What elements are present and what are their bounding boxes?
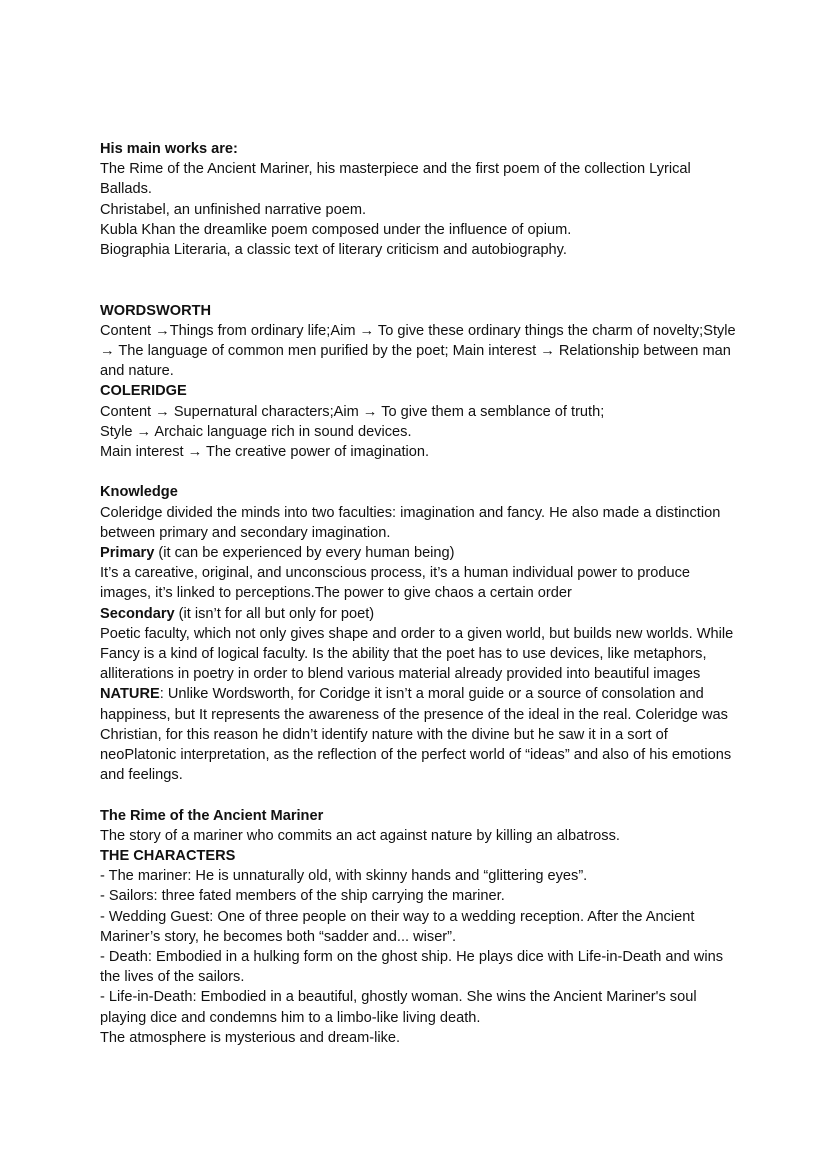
rime-heading: The Rime of the Ancient Mariner (100, 807, 324, 824)
coleridge-line: Main interest → The creative power of imagination. (100, 444, 430, 461)
character-item: - Sailors: three fated members of the ship carrying the mariner. (100, 888, 505, 905)
document-page (100, 139, 740, 1048)
character-item: - Death: Embodied in a hulking form on the ghost ship. He plays dice with Life-in-Death and wins the lives of the sailors. (100, 949, 723, 986)
wordsworth-heading: WORDSWORTH (100, 302, 212, 319)
secondary-note: (it isn’t for all but only for poet) (174, 605, 375, 622)
knowledge-heading: Knowledge (100, 484, 178, 501)
characters-heading: THE CHARACTERS (100, 848, 236, 865)
nature-text: : Unlike Wordsworth, for Coridge it isn’t a moral guide or a source of consolation and happiness, but It represents the awareness of the presence of the ideal in the real. Coleridge was Christian, for this reason he didn’t identify nature with the divine but he saw it in a sort of neoPlatonic interpretation, as the reflection of the perfect world of “ideas” and also of his emotions and feelings. (100, 686, 732, 784)
work-item: The Rime of the Ancient Mariner, his masterpiece and the first poem of the collection Lyrical Ballads. (100, 161, 691, 198)
coleridge-line: Style → Archaic language rich in sound devices. (100, 423, 412, 440)
secondary-label: Secondary (100, 605, 175, 622)
nature-label: NATURE (100, 686, 160, 703)
works-heading: His main works are: (100, 141, 238, 157)
secondary-text: Poetic faculty, which not only gives shape and order to a given world, but builds new worlds. While Fancy is a kind of logical faculty. Is the ability that the poet has to use devices, like metaphors, alliterations in poetry in order to blend various material already provided into beautiful images (100, 625, 734, 683)
rime-summary: The story of a mariner who commits an act against nature by killing an albatross. (100, 827, 620, 844)
primary-text: It’s a careative, original, and unconscious process, it’s a human individual power to produce images, it’s linked to perceptions.The power to give chaos a certain order (100, 565, 691, 602)
spacer (100, 260, 740, 300)
coleridge-line: Content → Supernatural characters;Aim → To give them a semblance of truth; (100, 403, 605, 420)
spacer (100, 462, 740, 482)
work-item: Kubla Khan the dreamlike poem composed under the influence of opium. (100, 221, 572, 238)
knowledge-intro: Coleridge divided the minds into two faculties: imagination and fancy. He also made a distinction between primary and secondary imagination. (100, 504, 721, 541)
primary-label: Primary (100, 545, 155, 562)
character-item: - The mariner: He is unnaturally old, with skinny hands and “glittering eyes”. (100, 868, 588, 885)
primary-heading (100, 543, 740, 563)
character-item: - Wedding Guest: One of three people on their way to a wedding reception. After the Ancient Mariner’s story, he becomes both “sadder and... wiser”. (100, 908, 695, 945)
coleridge-heading: COLERIDGE (100, 383, 187, 400)
nature-paragraph (100, 684, 740, 785)
wordsworth-text: Content →Things from ordinary life;Aim → To give these ordinary things the charm of novelty;Style → The language of common men purified by the poet; Main interest → Relationship between man and nature. (100, 322, 736, 380)
work-item: Biographia Literaria, a classic text of literary criticism and autobiography. (100, 242, 567, 259)
character-item: - Life-in-Death: Embodied in a beautiful, ghostly woman. She wins the Ancient Mariner's soul playing dice and condemns him to a limbo-like living death. (100, 989, 697, 1026)
secondary-heading (100, 604, 740, 624)
primary-note: (it can be experienced by every human being) (154, 545, 455, 562)
spacer (100, 785, 740, 805)
atmosphere-text: The atmosphere is mysterious and dream-like. (100, 1029, 401, 1046)
work-item: Christabel, an unfinished narrative poem. (100, 201, 367, 218)
